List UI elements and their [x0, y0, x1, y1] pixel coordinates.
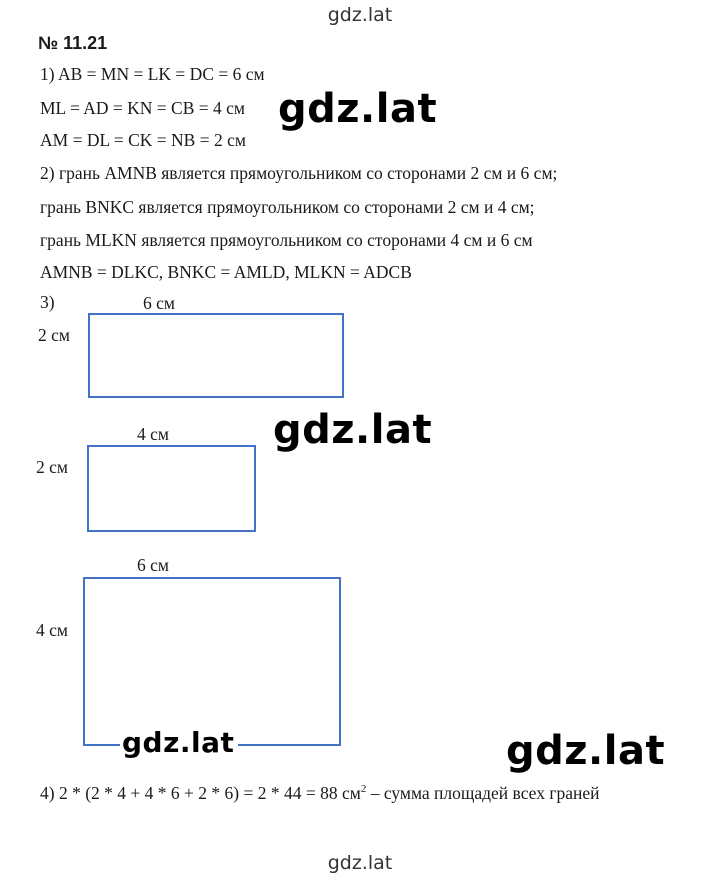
rect-3-height-label: 4 см — [36, 620, 68, 640]
step-3-label: 3) — [40, 292, 55, 312]
solution-line-2: ML = AD = KN = CB = 4 см — [40, 98, 245, 118]
site-footer-label[interactable]: gdz.lat — [327, 852, 393, 874]
solution-line-4: 2) грань AMNB является прямоугольником со сторонами 2 см и 6 см; — [40, 163, 558, 183]
solution-line-5: грань BNKC является прямоугольником со сторонами 2 см и 4 см; — [40, 197, 535, 217]
formula-main: 4) 2 * (2 * 4 + 4 * 6 + 2 * 6) = 2 * 44 = 88 см — [40, 783, 361, 803]
solution-line-1: 1) AB = MN = LK = DC = 6 см — [40, 64, 265, 84]
face-rectangle-3 — [83, 577, 341, 746]
watermark-1: gdz.lat — [278, 86, 438, 132]
problem-title: № 11.21 — [38, 33, 108, 53]
formula-line — [40, 783, 600, 804]
solution-line-3: AM = DL = CK = NB = 2 см — [40, 130, 246, 150]
formula-exponent: 2 — [360, 783, 367, 796]
watermark-2: gdz.lat — [273, 407, 433, 453]
solution-line-7: AMNB = DLKC, BNKC = AMLD, MLKN = ADCB — [40, 262, 412, 282]
rect-1-width-label: 6 см — [143, 293, 175, 313]
rect-3-width-label: 6 см — [137, 555, 169, 575]
watermark-4: gdz.lat — [506, 728, 666, 774]
face-rectangle-1 — [88, 313, 344, 398]
watermark-3: gdz.lat — [120, 726, 238, 759]
solution-line-6: грань MLKN является прямоугольником со сторонами 4 см и 6 см — [40, 230, 533, 250]
rect-2-height-label: 2 см — [36, 457, 68, 477]
rect-1-height-label: 2 см — [38, 325, 70, 345]
site-header-label[interactable]: gdz.lat — [327, 4, 393, 26]
face-rectangle-2 — [87, 445, 256, 532]
formula-suffix: – сумма площадей всех граней — [366, 783, 600, 803]
rect-2-width-label: 4 см — [137, 424, 169, 444]
